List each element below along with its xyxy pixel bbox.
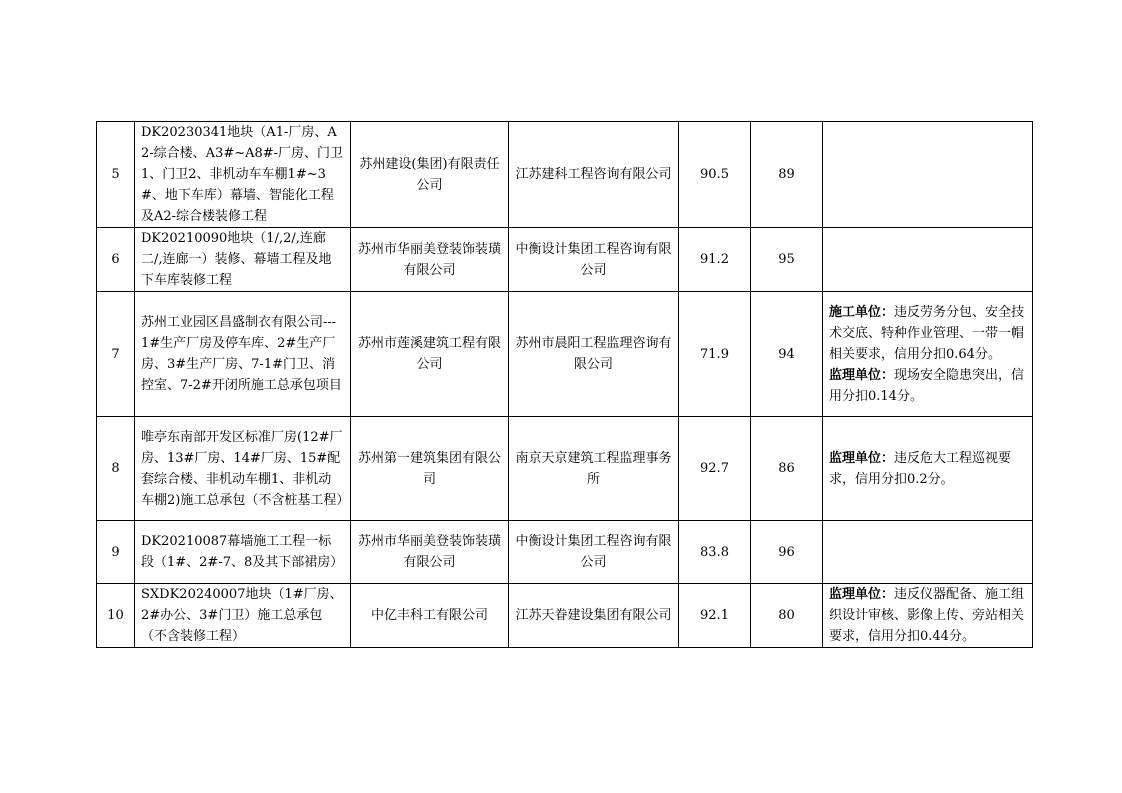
score-2: 95 — [751, 228, 823, 292]
supervisor-name: 中衡设计集团工程咨询有限公司 — [509, 521, 679, 584]
remark-text: 现场安全隐患突出，信用分扣0.14分。 — [829, 367, 1025, 404]
remark-label: 监理单位： — [829, 587, 895, 602]
credit-score-table — [96, 121, 1033, 648]
contractor-name: 苏州市华丽美登装饰装璜有限公司 — [351, 228, 509, 292]
supervisor-name: 南京天京建筑工程监理事务所 — [509, 417, 679, 521]
table-body — [97, 122, 1033, 648]
remark-line — [829, 365, 1026, 407]
contractor-name: 苏州市莲溪建筑工程有限公司 — [351, 292, 509, 417]
remark-text: 违反劳务分包、安全技术交底、特种作业管理、一带一帽相关要求，信用分扣0.64分。 — [829, 304, 1025, 362]
row-index: 9 — [97, 521, 135, 584]
row-index: 5 — [97, 122, 135, 228]
score-2: 86 — [751, 417, 823, 521]
remarks-cell — [823, 122, 1033, 228]
project-name: DK20210090地块（1/,2/,连廊二/,连廊一）装修、幕墙工程及地下车库装修工程 — [135, 228, 351, 292]
remark-line — [829, 448, 1026, 490]
remark-line — [829, 584, 1026, 647]
remark-label: 监理单位： — [829, 367, 895, 383]
table-row — [97, 228, 1033, 292]
remark-line — [829, 302, 1026, 365]
contractor-name: 苏州市华丽美登装饰装璜有限公司 — [351, 521, 509, 584]
remarks-cell — [823, 584, 1033, 648]
table-row — [97, 417, 1033, 521]
score-1: 92.1 — [679, 584, 751, 648]
remarks-cell — [823, 228, 1033, 292]
project-name: 唯亭东南部开发区标准厂房(12#厂房、13#厂房、14#厂房、15#配套综合楼、非机动车棚1、非机动车棚2)施工总承包（不含桩基工程） — [135, 417, 351, 521]
score-1: 90.5 — [679, 122, 751, 228]
supervisor-name: 苏州市晨阳工程监理咨询有限公司 — [509, 292, 679, 417]
remarks-cell — [823, 292, 1033, 417]
contractor-name: 苏州第一建筑集团有限公司 — [351, 417, 509, 521]
remark-text: 违反仪器配备、施工组织设计审核、影像上传、旁站相关要求，信用分扣0.44分。 — [829, 587, 1025, 644]
project-name: DK20230341地块（A1-厂房、A2-综合楼、A3#~A8#-厂房、门卫1、门卫2、非机动车车棚1#~3#、地下车库）幕墙、智能化工程及A2-综合楼装修工程 — [135, 122, 351, 228]
row-index: 7 — [97, 292, 135, 417]
table-row — [97, 292, 1033, 417]
contractor-name: 中亿丰科工有限公司 — [351, 584, 509, 648]
table-row — [97, 584, 1033, 648]
remark-text: 违反危大工程巡视要求，信用分扣0.2分。 — [829, 450, 1012, 487]
project-name: SXDK20240007地块（1#厂房、2#办公、3#门卫）施工总承包（不含装修工程） — [135, 584, 351, 648]
score-1: 91.2 — [679, 228, 751, 292]
score-1: 92.7 — [679, 417, 751, 521]
remark-label: 监理单位： — [829, 450, 895, 466]
supervisor-name: 江苏天眷建设集团有限公司 — [509, 584, 679, 648]
supervisor-name: 江苏建科工程咨询有限公司 — [509, 122, 679, 228]
score-2: 94 — [751, 292, 823, 417]
score-1: 71.9 — [679, 292, 751, 417]
project-name: DK20210087幕墙施工工程一标段（1#、2#-7、8及其下部裙房） — [135, 521, 351, 584]
table-row — [97, 122, 1033, 228]
score-2: 96 — [751, 521, 823, 584]
score-2: 89 — [751, 122, 823, 228]
supervisor-name: 中衡设计集团工程咨询有限公司 — [509, 228, 679, 292]
contractor-name: 苏州建设(集团)有限责任公司 — [351, 122, 509, 228]
remarks-cell — [823, 417, 1033, 521]
remarks-cell — [823, 521, 1033, 584]
row-index: 6 — [97, 228, 135, 292]
score-1: 83.8 — [679, 521, 751, 584]
row-index: 10 — [97, 584, 135, 648]
table-row — [97, 521, 1033, 584]
row-index: 8 — [97, 417, 135, 521]
remark-label: 施工单位： — [829, 304, 895, 320]
project-name: 苏州工业园区昌盛制衣有限公司---1#生产厂房及停车库、2#生产厂房、3#生产厂房、7-1#门卫、消控室、7-2#开闭所施工总承包项目 — [135, 292, 351, 417]
score-2: 80 — [751, 584, 823, 648]
